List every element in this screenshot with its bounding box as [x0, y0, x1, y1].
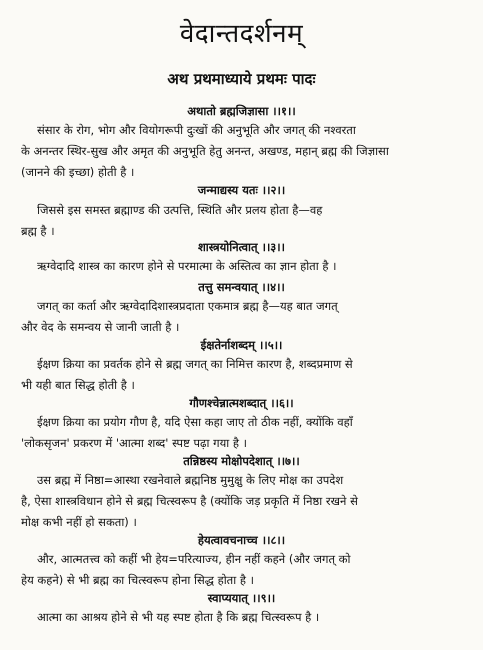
text-line: ईक्षण क्रिया का प्रयोग गौण है, यदि ऐसा कहा जाए तो ठीक नहीं, क्योंकि वहाँ	[37, 415, 353, 429]
sutra-heading: शास्त्रयोनित्वात् ।।३।।	[197, 240, 286, 254]
text-line: ऋग्वेदादि शास्त्र का कारण होने से परमात्मा के अस्तित्व का ज्ञान होता है ।	[37, 259, 337, 273]
commentary-paragraph	[21, 256, 465, 277]
commentary-paragraph	[21, 200, 465, 242]
commentary-paragraph	[21, 412, 465, 454]
commentary-paragraph	[21, 470, 465, 533]
commentary-paragraph	[21, 296, 465, 338]
commentary-paragraph	[21, 607, 465, 628]
text-line: और वेद के समन्वय से जानी जाती है ।	[21, 320, 180, 334]
sutra-heading: हेयत्वावचनाच्च ।।८।।	[197, 533, 286, 547]
text-line: उस ब्रह्म में निष्ठा=आस्था रखनेवाले ब्रह्मनिष्ठ मुमुक्षु के लिए मोक्ष का उपदेश	[37, 473, 344, 487]
sutra-heading: गौणश्चेन्नात्मशब्दात् ।।६।।	[189, 396, 294, 410]
text-line: आत्मा का आश्रय होने से भी यह स्पष्ट होता है कि ब्रह्म चित्स्वरूप है ।	[37, 610, 320, 624]
text-line: और, आत्मतत्त्व को कहीं भी हेय=परित्याज्य, हीन नहीं कहने (और जगत् को	[37, 552, 351, 566]
text-line: 'लोकसृजन' प्रकरण में 'आत्मा शब्द' स्पष्ट पढ़ा गया है ।	[21, 436, 248, 450]
text-line: है, ऐसा शास्त्रविधान होने से ब्रह्म चित्स्वरूप है (क्योंकि जड़ प्रकृति में निष्ठा रखने से	[21, 494, 358, 508]
text-line: ईक्षण क्रिया का प्रवर्तक होने से ब्रह्म जगत् का निमित्त कारण है, शब्दप्रमाण से	[37, 357, 353, 371]
sutra-heading: तत्तु समन्वयात् ।।४।।	[198, 280, 285, 294]
text-line: भी यही बात सिद्ध होती है ।	[21, 378, 135, 392]
commentary-paragraph	[21, 120, 465, 183]
text-line: हेय कहने) से भी ब्रह्म का चित्स्वरूप होना सिद्ध होता है ।	[21, 573, 254, 587]
sutra-heading: स्वाप्ययात् ।।९।।	[207, 591, 276, 605]
commentary-paragraph	[21, 354, 465, 396]
page-title: वेदान्तदर्शनम्	[179, 19, 304, 49]
sutra-heading: तन्निष्ठस्य मोक्षोपदेशात् ।।७।।	[183, 454, 300, 468]
text-line: (जानने की इच्छा) होती है ।	[21, 165, 135, 179]
text-line: जगत् का कर्ता और ऋग्वेदादिशास्त्रप्रदाता एकमात्र ब्रह्म है—यह बात जगत्	[37, 299, 338, 313]
sutra-heading: जन्माद्यस्य यतः ।।२।।	[197, 183, 286, 197]
text-line: के अनन्तर स्थिर-सुख और अमृत की अनुभूति हेतु अनन्त, अखण्ड, महान् ब्रह्म की जिज्ञासा	[21, 144, 389, 158]
chapter-heading: अथ प्रथमाध्याये प्रथमः पादः	[167, 70, 316, 88]
text-line: संसार के रोग, भोग और वियोगरूपी दुःखों की अनुभूति और जगत् की नश्वरता	[37, 123, 356, 137]
sutra-heading: ईक्षतेर्नाशब्दम् ।।५।।	[200, 338, 283, 352]
commentary-paragraph	[21, 549, 465, 591]
text-line: जिससे इस समस्त ब्रह्माण्ड की उत्पत्ति, स्थिति और प्रलय होता है—वह	[37, 203, 323, 217]
text-line: मोक्ष कभी नहीं हो सकता) ।	[21, 515, 137, 529]
text-line: ब्रह्म है ।	[21, 224, 55, 238]
sutra-heading: अथातो ब्रह्मजिज्ञासा ।।१।।	[187, 104, 296, 118]
